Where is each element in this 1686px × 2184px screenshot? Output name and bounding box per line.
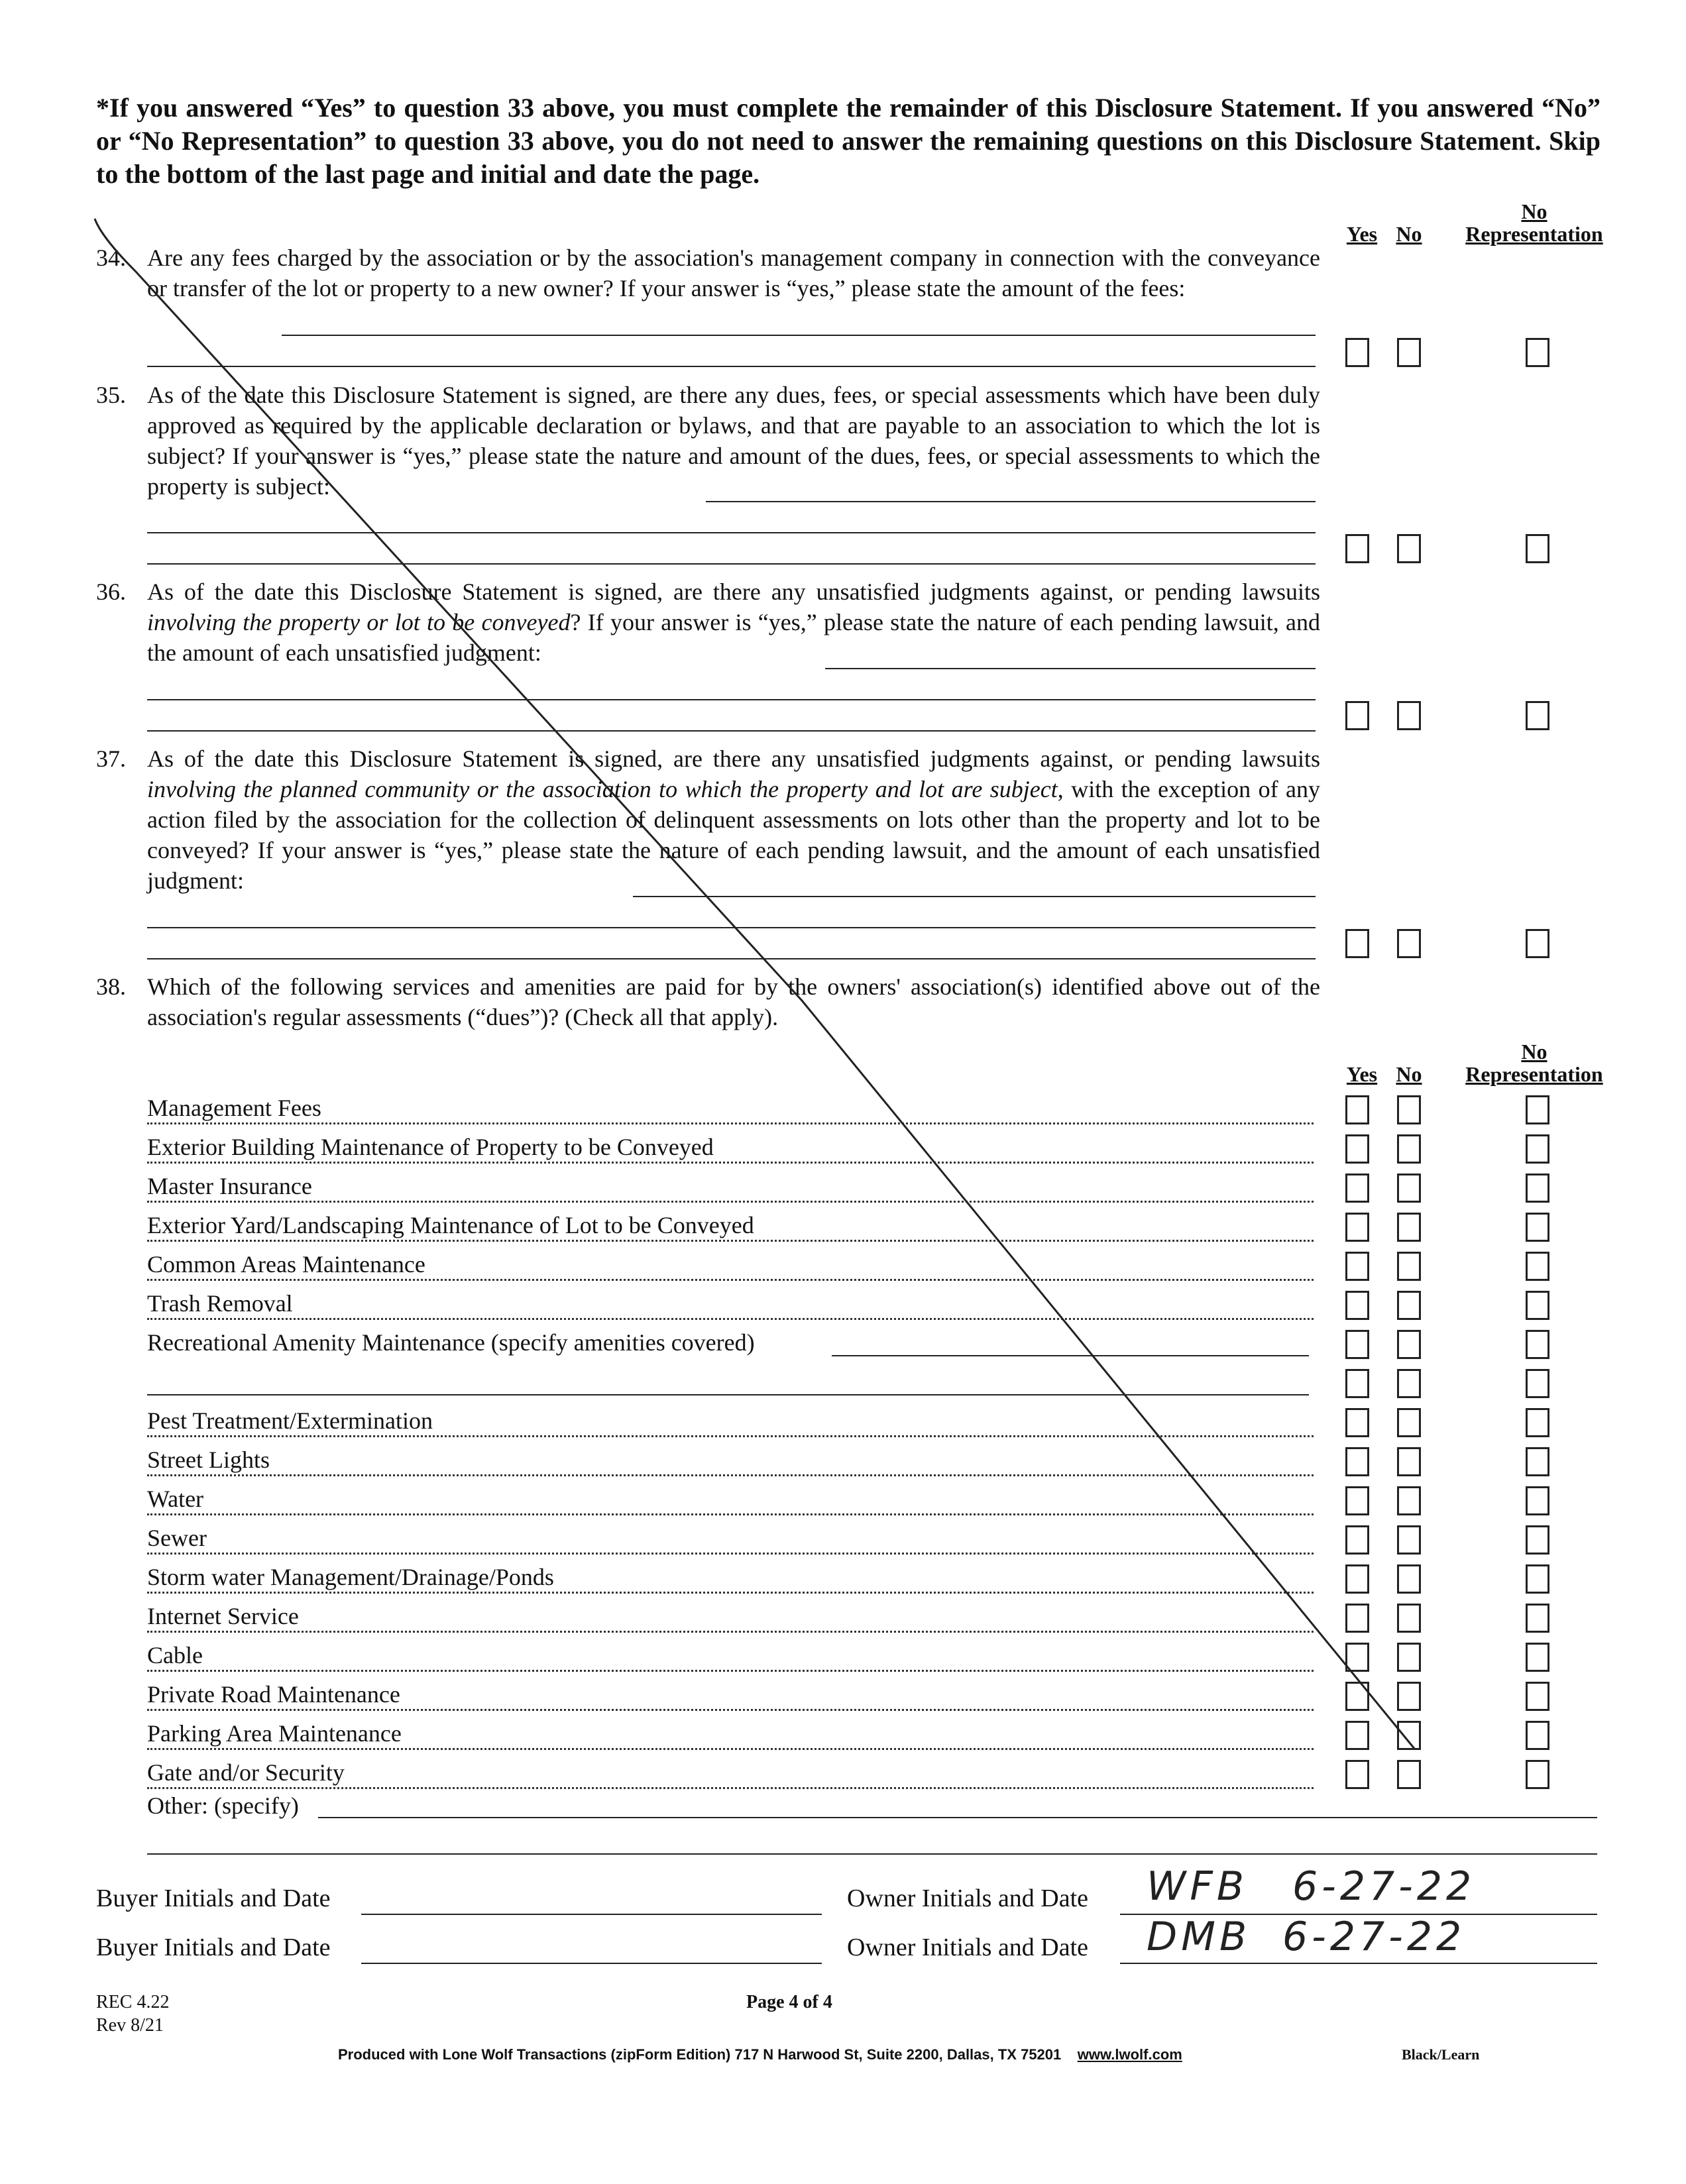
checkbox-service-norep[interactable]	[1526, 1643, 1549, 1672]
checkbox-q34-no[interactable]	[1397, 338, 1421, 367]
service-row	[147, 1250, 1314, 1281]
owner-initials-label: Owner Initials and Date	[847, 1884, 1089, 1912]
checkbox-service-yes[interactable]	[1345, 1760, 1369, 1789]
service-row	[147, 1602, 1314, 1633]
answer-line	[147, 730, 1316, 732]
checkbox-service-no[interactable]	[1397, 1330, 1421, 1359]
service-label: Exterior Building Maintenance of Property to be Conveyed	[147, 1134, 714, 1160]
service-row	[147, 1211, 1314, 1242]
checkbox-service-norep[interactable]	[1526, 1721, 1549, 1750]
checkbox-service-yes[interactable]	[1345, 1604, 1369, 1633]
checkbox-service-yes[interactable]	[1345, 1682, 1369, 1711]
checkbox-q34-yes[interactable]	[1345, 338, 1369, 367]
answer-line	[147, 366, 1316, 367]
checkbox-service-yes[interactable]	[1345, 1447, 1369, 1476]
checkbox-service-no[interactable]	[1397, 1095, 1421, 1124]
checkbox-service-norep[interactable]	[1526, 1447, 1549, 1476]
service-row	[147, 1172, 1314, 1203]
answer-line	[633, 896, 1316, 897]
checkbox-service-norep[interactable]	[1526, 1252, 1549, 1281]
service-row	[147, 1445, 1314, 1476]
service-label: Water	[147, 1486, 204, 1512]
question-number-35: 35.	[96, 382, 126, 408]
service-label: Management Fees	[147, 1095, 321, 1121]
col-header-norep-1: No	[1521, 199, 1547, 223]
checkbox-service-yes[interactable]	[1345, 1525, 1369, 1555]
answer-line	[147, 532, 1316, 533]
checkbox-service-norep[interactable]	[1526, 1174, 1549, 1203]
service-row	[147, 1132, 1314, 1164]
service-row	[147, 1641, 1314, 1672]
checkbox-service-norep[interactable]	[1526, 1330, 1549, 1359]
amenities-specify-line[interactable]	[832, 1355, 1309, 1356]
checkbox-service-no[interactable]	[1397, 1174, 1421, 1203]
service-label: Common Areas Maintenance	[147, 1251, 425, 1278]
service-label: Parking Area Maintenance	[147, 1720, 402, 1747]
checkbox-service-norep[interactable]	[1526, 1095, 1549, 1124]
checkbox-service-norep[interactable]	[1526, 1291, 1549, 1320]
buyer-initials-label: Buyer Initials and Date	[96, 1934, 331, 1961]
checkbox-service-norep[interactable]	[1526, 1760, 1549, 1789]
checkbox-service-norep[interactable]	[1526, 1134, 1549, 1164]
checkbox-service-no[interactable]	[1397, 1252, 1421, 1281]
checkbox-service-no[interactable]	[1397, 1682, 1421, 1711]
checkbox-service-no[interactable]	[1397, 1760, 1421, 1789]
service-label: Pest Treatment/Extermination	[147, 1407, 433, 1434]
checkbox-service-norep[interactable]	[1526, 1486, 1549, 1515]
amenities-specify-line-2[interactable]	[147, 1394, 1309, 1395]
checkbox-amenities-extra-yes[interactable]	[1345, 1369, 1369, 1398]
owner2-initials-handwritten: DMB	[1147, 1914, 1251, 1960]
checkbox-q35-norep[interactable]	[1526, 534, 1549, 563]
service-row	[147, 1523, 1314, 1555]
question-number-36: 36.	[96, 578, 126, 605]
checkbox-service-no[interactable]	[1397, 1408, 1421, 1437]
checkbox-service-yes[interactable]	[1345, 1095, 1369, 1124]
checkbox-q34-norep[interactable]	[1526, 338, 1549, 367]
document-name: Black/Learn	[1402, 2046, 1480, 2063]
service-label: Master Insurance	[147, 1173, 312, 1199]
checkbox-service-norep[interactable]	[1526, 1564, 1549, 1594]
other-specify-line[interactable]	[318, 1817, 1597, 1818]
col-header-norep-2: Representation	[1465, 222, 1603, 246]
owner1-date-handwritten: 6-27-22	[1292, 1863, 1476, 1910]
checkbox-amenities-extra-norep[interactable]	[1526, 1369, 1549, 1398]
col-header-norep-1: No	[1521, 1040, 1547, 1064]
checkbox-service-yes[interactable]	[1345, 1564, 1369, 1594]
owner1-initials-handwritten: WFB	[1147, 1863, 1248, 1910]
checkbox-q37-norep[interactable]	[1526, 929, 1549, 958]
service-label: Cable	[147, 1642, 203, 1668]
checkbox-service-no[interactable]	[1397, 1213, 1421, 1242]
checkbox-service-no[interactable]	[1397, 1486, 1421, 1515]
checkbox-service-no[interactable]	[1397, 1291, 1421, 1320]
answer-line	[825, 668, 1316, 669]
checkbox-service-no[interactable]	[1397, 1525, 1421, 1555]
checkbox-amenities-extra-no[interactable]	[1397, 1369, 1421, 1398]
service-label: Storm water Management/Drainage/Ponds	[147, 1564, 554, 1590]
service-row	[147, 1719, 1314, 1750]
service-label: Trash Removal	[147, 1290, 293, 1317]
question-text-36: As of the date this Disclosure Statement is signed, are there any unsatisfied judgments against, or pending lawsuits involving the property or lot to be conveyed? If your answer is “yes,” please state the nature of each pending lawsuit, and the amount of each unsatisfied judgment:	[147, 578, 1320, 666]
checkbox-q36-yes[interactable]	[1345, 701, 1369, 730]
question-number-37: 37.	[96, 745, 126, 772]
checkbox-service-yes[interactable]	[1345, 1408, 1369, 1437]
checkbox-service-yes[interactable]	[1345, 1252, 1369, 1281]
answer-line	[706, 501, 1316, 502]
question-number-38: 38.	[96, 973, 126, 1000]
owner-initials-label: Owner Initials and Date	[847, 1934, 1089, 1961]
owner-initials-line[interactable]	[1120, 1963, 1597, 1964]
col-header-yes: Yes	[1346, 222, 1378, 246]
service-label: Sewer	[147, 1525, 207, 1551]
checkbox-service-norep[interactable]	[1526, 1682, 1549, 1711]
service-label: Recreational Amenity Maintenance (specify amenities covered)	[147, 1329, 755, 1356]
checkbox-service-yes[interactable]	[1345, 1643, 1369, 1672]
checkbox-q35-no[interactable]	[1397, 534, 1421, 563]
question-text-34: Are any fees charged by the association or by the association's management company in connection with the conveyance or transfer of the lot or property to a new owner? If your answer is “yes,” please state the amount of the fees:	[147, 245, 1320, 301]
page-number: Page 4 of 4	[746, 1992, 832, 2012]
producer-url[interactable]: www.lwolf.com	[1077, 2046, 1182, 2063]
service-row	[147, 1484, 1314, 1515]
checkbox-service-no[interactable]	[1397, 1604, 1421, 1633]
service-label: Private Road Maintenance	[147, 1681, 400, 1708]
answer-line	[147, 958, 1316, 959]
producer-credit: Produced with Lone Wolf Transactions (zipForm Edition) 717 N Harwood St, Suite 2200, Dallas, TX 75201 www.lwolf.com	[338, 2046, 1182, 2063]
checkbox-service-norep[interactable]	[1526, 1525, 1549, 1555]
answer-line	[147, 699, 1316, 700]
answer-line	[147, 563, 1316, 565]
checkbox-service-yes[interactable]	[1345, 1721, 1369, 1750]
service-row	[147, 1680, 1314, 1711]
checkbox-service-yes[interactable]	[1345, 1291, 1369, 1320]
question-text-37: As of the date this Disclosure Statement is signed, are there any unsatisfied judgments against, or pending lawsuits involving the planned community or the association to which the property and lot are subject, with the exception of any action filed by the association for the collection of delinquent assessments on lots other than the property and lot to be conveyed? If your answer is “yes,” please state the nature of each pending lawsuit, and the amount of each unsatisfied judgment:	[147, 745, 1321, 894]
checkbox-q36-norep[interactable]	[1526, 701, 1549, 730]
owner2-date-handwritten: 6-27-22	[1282, 1914, 1466, 1960]
checkbox-service-norep[interactable]	[1526, 1408, 1549, 1437]
service-label: Street Lights	[147, 1447, 270, 1473]
buyer-initials-line[interactable]	[361, 1914, 822, 1915]
checkbox-service-yes[interactable]	[1345, 1134, 1369, 1164]
question-text-35: As of the date this Disclosure Statement is signed, are there any dues, fees, or special assessments which have been duly approved as required by the applicable declaration or bylaws, and that are payable to an association to which the lot is subject? If your answer is “yes,” please state the nature and amount of the dues, fees, or special assessments to which the property is subject:	[147, 382, 1320, 500]
answer-line	[282, 335, 1316, 336]
question-number-34: 34.	[96, 245, 126, 271]
service-row	[147, 1328, 756, 1357]
other-specify-label: Other: (specify)	[147, 1792, 299, 1819]
checkbox-service-no[interactable]	[1397, 1447, 1421, 1476]
service-row	[147, 1758, 1314, 1789]
col-header-norep-2: Representation	[1465, 1062, 1603, 1086]
checkbox-service-no[interactable]	[1397, 1564, 1421, 1594]
checkbox-q37-yes[interactable]	[1345, 929, 1369, 958]
checkbox-service-yes[interactable]	[1345, 1330, 1369, 1359]
form-revision: Rev 8/21	[96, 2015, 164, 2036]
service-row	[147, 1562, 1314, 1594]
service-row	[147, 1406, 1314, 1437]
service-label: Internet Service	[147, 1603, 299, 1629]
checkbox-service-no[interactable]	[1397, 1721, 1421, 1750]
checkbox-q36-no[interactable]	[1397, 701, 1421, 730]
col-header-yes: Yes	[1346, 1062, 1378, 1086]
col-header-no: No	[1396, 1062, 1422, 1086]
answer-line	[147, 927, 1316, 928]
col-header-no: No	[1396, 222, 1422, 246]
service-label: Gate and/or Security	[147, 1759, 345, 1786]
service-label: Exterior Yard/Landscaping Maintenance of Lot to be Conveyed	[147, 1212, 754, 1238]
checkbox-service-norep[interactable]	[1526, 1213, 1549, 1242]
buyer-initials-label: Buyer Initials and Date	[96, 1884, 331, 1912]
checkbox-service-no[interactable]	[1397, 1643, 1421, 1672]
checkbox-q37-no[interactable]	[1397, 929, 1421, 958]
buyer-initials-line[interactable]	[361, 1963, 822, 1964]
checkbox-service-yes[interactable]	[1345, 1174, 1369, 1203]
checkbox-service-yes[interactable]	[1345, 1486, 1369, 1515]
service-row	[147, 1289, 1314, 1320]
service-row	[147, 1093, 1314, 1124]
checkbox-service-norep[interactable]	[1526, 1604, 1549, 1633]
form-id: REC 4.22	[96, 1992, 170, 2012]
checkbox-service-yes[interactable]	[1345, 1213, 1369, 1242]
checkbox-q35-yes[interactable]	[1345, 534, 1369, 563]
other-specify-line-2[interactable]	[147, 1853, 1597, 1855]
checkbox-service-no[interactable]	[1397, 1134, 1421, 1164]
intro-instructions: *If you answered “Yes” to question 33 above, you must complete the remainder of this Disclosure Statement. If you answered “No” or “No Representation” to question 33 above, you do not need to answer the remaining questions on this Disclosure Statement. Skip to the bottom of the last page and initial and date the page.	[96, 93, 1601, 189]
question-text-38: Which of the following services and amenities are paid for by the owners' association(s) identified above out of the association's regular assessments (“dues”)? (Check all that apply).	[147, 973, 1320, 1030]
